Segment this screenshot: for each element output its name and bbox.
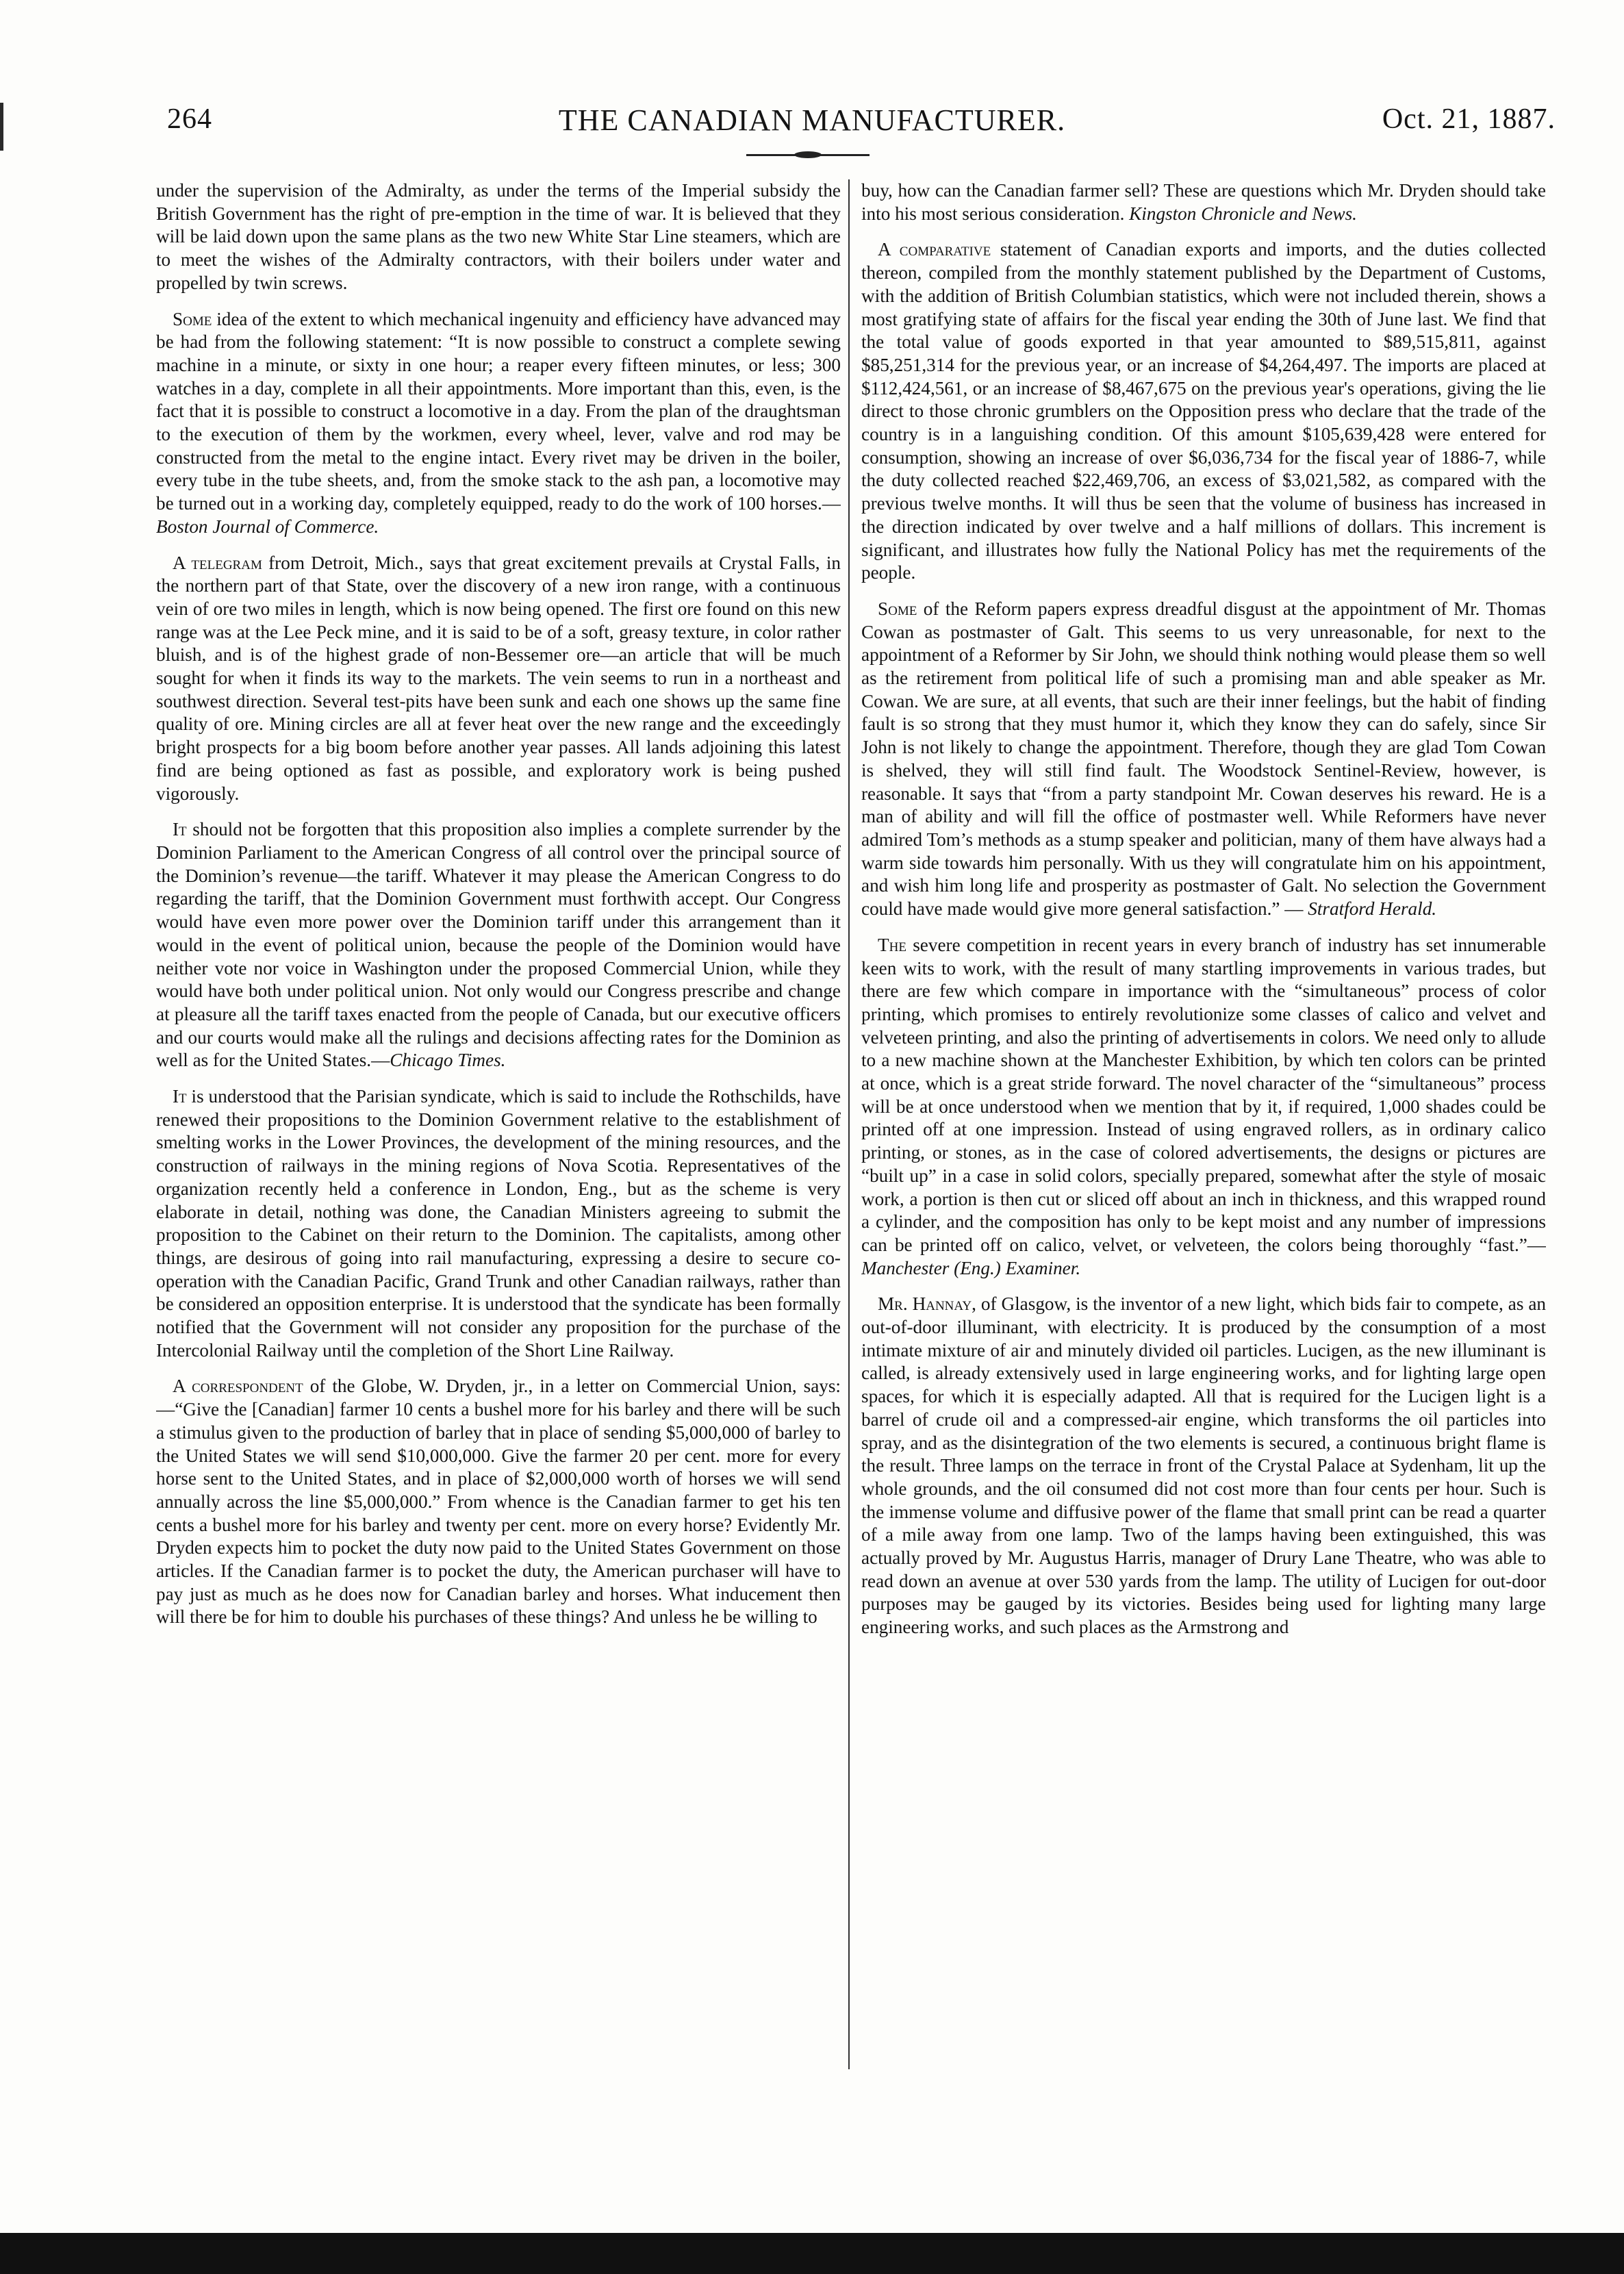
scan-border [0, 2233, 1624, 2274]
column-rule [848, 179, 850, 2069]
left-column [156, 179, 841, 2076]
right-column [861, 179, 1546, 2076]
issue-date: Oct. 21, 1887. [1382, 103, 1556, 135]
article-paragraph: The severe competition in recent years in every branch of industry has set innumerable keen wits to work, with the result of many startling improvements in various trades, but there are few which compare in importance with the “simultaneous” process of color printing, which promises to entirely revolutionize some classes of calico and velvet and velveteen printing, and also the printing of advertisements in colors. We need only to allude to a new machine shown at the Manchester Exhibition, by which ten colors can be printed at once, which is a great stride forward. The novel character of the “simultaneous” process will be at once understood when we mention that by it, if required, 1,000 shades could be printed off at one impression. Instead of using engraved rollers, as in ordinary calico printing, or stones, as in the case of colored advertisements, the designs or pictures are “built up” in a case in solid colors, specially prepared, somewhat after the style of mosaic work, a portion is then cut or sliced off about an inch in thickness, and this wrapped round a cylinder, and the composition has only to be kept moist and any number of impressions can be printed off on calico, velvet, or velveteen, the colors being thoroughly “fast.”—Manchester (Eng.) Examiner. [861, 934, 1546, 1278]
article-paragraph: A telegram from Detroit, Mich., says that great excitement prevails at Crystal Falls, in the northern part of that State, over the discovery of a new iron range, with a continuous vein of ore two miles in length, which is now being opened. The first ore found on this new range was at the Lee Peck mine, and it is said to be of a soft, greasy texture, in color rather bluish, and is of the highest grade of non-Bessemer ore—an article that will be much sought for when it finds its way to the markets. The vein seems to run in a northeast and southwest direction. Several test-pits have been sunk and each one shows up the same fine quality of ore. Mining circles are all at fever heat over the new range and the exceedingly bright prospects for a big boom before another year passes. All lands adjoining this latest find are being optioned as fast as possible, and exploratory work is being pushed vigorously. [156, 552, 841, 804]
article-paragraph: under the supervision of the Admiralty, as under the terms of the Imperial subsidy the British Government has the right of pre-emption in the time of war. It is believed that they will be laid down upon the same plans as the two new White Star Line steamers, which are to meet the wishes of the Admiralty contractors, with their boilers under water and propelled by twin screws. [156, 180, 841, 293]
article-paragraph: Some idea of the extent to which mechanical ingenuity and efficiency have advanced may be had from the following statement: “It is now possible to construct a complete sewing machine in a minute, or sixty in one hour; a reaper every fifteen minutes, or less; 300 watches in a day, complete in all their appointments. More important than this, even, is the fact that it is possible to construct a locomotive in a day. From the plan of the draughtsman to the execution of them by the workmen, every wheel, lever, valve and rod may be constructed from the metal to the engine intact. Every rivet may be driven in the boiler, every tube in the tube sheets, and, from the smoke stack to the ash pan, a locomotive may be turned out in a working day, completely equipped, ready to do the work of 100 horses.—Boston Journal of Commerce. [156, 308, 841, 537]
newspaper-title: THE CANADIAN MANUFACTURER. [558, 103, 1066, 137]
article-paragraph: A correspondent of the Globe, W. Dryden, jr., in a letter on Commercial Union, says: —“Give the [Canadian] farmer 10 cents a bushel more for his barley and there will be such a stimulus given to the production of barley that in place of sending $5,000,000 of barley to the United States we will send $10,000,000. Give the farmer 20 per cent. more for every horse sent to the United States, and in place of $2,000,000 worth of horses we will send annually across the line $5,000,000.” From whence is the Canadian farmer to get his ten cents a bushel more for his barley and twenty per cent. more on every horse? Evidently Mr. Dryden expects him to pocket the duty now paid to the United States Government on those articles. If the Canadian farmer is to pocket the duty, the American purchaser will have to pay just as much as he does now for Canadian barley and horses. What inducement then will there be for him to double his purchases of these things? And unless he be willing to [156, 1376, 841, 1628]
title-ornament [746, 154, 870, 156]
masthead [0, 103, 1624, 157]
article-paragraph: It should not be forgotten that this proposition also implies a complete surrender by the Dominion Parliament to the American Congress of all control over the principal source of the Dominion’s revenue—the tariff. Whatever it may please the American Congress to do regarding the tariff, that the Dominion Government must forthwith accept. Our Congress would have even more power over the Dominion tariff under this arrangement than it would in the event of political union, because the people of the Dominion would have neither vote nor voice in Washington under the proposed Commercial Union, while they would have both under political union. Not only would our Congress prescribe and change at pleasure all the tariff taxes enacted from the people of Canada, but our executive officers and our courts would make all the rulings and decisions affecting rates for the Dominion as well as for the United States.—Chicago Times. [156, 819, 841, 1071]
page-number: 264 [167, 103, 212, 135]
article-paragraph: Some of the Reform papers express dreadful disgust at the appointment of Mr. Thomas Cowan as postmaster of Galt. This seems to us very unreasonable, for next to the appointment of a Reformer by Sir John, we should think nothing would please them so well as the retirement from political life of such a promising man and able speaker as Mr. Cowan. We are sure, at all events, that such are their inner feelings, but the habit of finding fault is so strong that they must humor it, which they know they can do safely, since Sir John is not likely to change the appointment. Therefore, though they are glad Tom Cowan is shelved, they will still find fault. The Woodstock Sentinel-Review, however, is reasonable. It says that “from a party standpoint Mr. Cowan deserves his reward. He is a man of ability and will fill the office of postmaster well. While Reformers have never admired Tom’s methods as a stump speaker and politician, many of them have always had a warm side towards him personally. With us they will congratulate him on his appointment, and wish him long life and prosperity as postmaster of Galt. No selection the Government could have made would give more general satisfaction.” — Stratford Herald. [861, 598, 1546, 920]
article-paragraph: It is understood that the Parisian syndicate, which is said to include the Rothschilds, have renewed their propositions to the Dominion Government relative to the establishment of smelting works in the Lower Provinces, the development of the mining resources, and the construction of railways in the mining regions of Nova Scotia. Representatives of the organization recently held a conference in London, Eng., but as the scheme is very elaborate in detail, nothing was done, the Canadian Ministers agreeing to submit the proposition to the Cabinet on their return to the Dominion. The capitalists, among other things, are desirous of going into rail manufacturing, expressing a desire to secure co-operation with the Canadian Pacific, Grand Trunk and other Canadian railways, rather than be considered an opposition enterprise. It is understood that the syndicate has been formally notified that the Government will not consider any proposition for the purchase of the Intercolonial Railway until the completion of the Short Line Railway. [156, 1086, 841, 1361]
article-paragraph: A comparative statement of Canadian exports and imports, and the duties collected thereon, compiled from the monthly statement published by the Department of Customs, with the addition of British Columbian statistics, which were not included therein, shows a most gratifying state of affairs for the fiscal year ending the 30th of June last. We find that the total value of goods exported in that year amounted to $89,515,811, against $85,251,314 for the previous year, or an increase of $4,264,497. The imports are placed at $112,424,561, or an increase of $8,467,675 on the previous year's operations, giving the lie direct to those chronic grumblers on the Opposition press who declare that the trade of the country is in a languishing condition. Of this amount $105,639,428 were entered for consumption, showing an increase of over $6,036,734 for the fiscal year of 1886-7, while the duty collected reached $22,469,706, an excess of $3,021,582, as compared with the previous twelve months. It will thus be seen that the volume of business has increased in the direction indicated by over twelve and a half millions of dollars. This increment is significant, and illustrates how fully the National Policy has met the requirements of the people. [861, 239, 1546, 583]
article-paragraph: Mr. Hannay, of Glasgow, is the inventor of a new light, which bids fair to compete, as an out-of-door illuminant, with electricity. It is produced by the consumption of a most intimate mixture of air and minutely divided oil particles. Lucigen, as the new illuminant is called, is already extensively used in large engineering works, and for lighting large open spaces, for which it is especially adapted. All that is required for the Lucigen light is a barrel of crude oil and a compressed-air engine, which transforms the oil particles into spray, and as the disintegration of the two elements is secured, a continuous bright flame is the result. Three lamps on the terrace in front of the Crystal Palace at Sydenham, lit up the whole grounds, and the oil consumed did not cost more than four cents per hour. Such is the immense volume and diffusive power of the flame that small print can be read a quarter of a mile away from one lamp. Two of the lamps having been extinguished, this was actually proved by Mr. Augustus Harris, manager of Drury Lane Theatre, who was able to read down an avenue at over 530 yards from the lamp. The utility of Lucigen for out-door purposes may be gauged by its victories. Besides being used for lighting many large engineering works, and such places as the Armstrong and [861, 1293, 1546, 1638]
article-paragraph: buy, how can the Canadian farmer sell? These are questions which Mr. Dryden should take into his most serious consideration. Kingston Chronicle and News. [861, 180, 1546, 224]
